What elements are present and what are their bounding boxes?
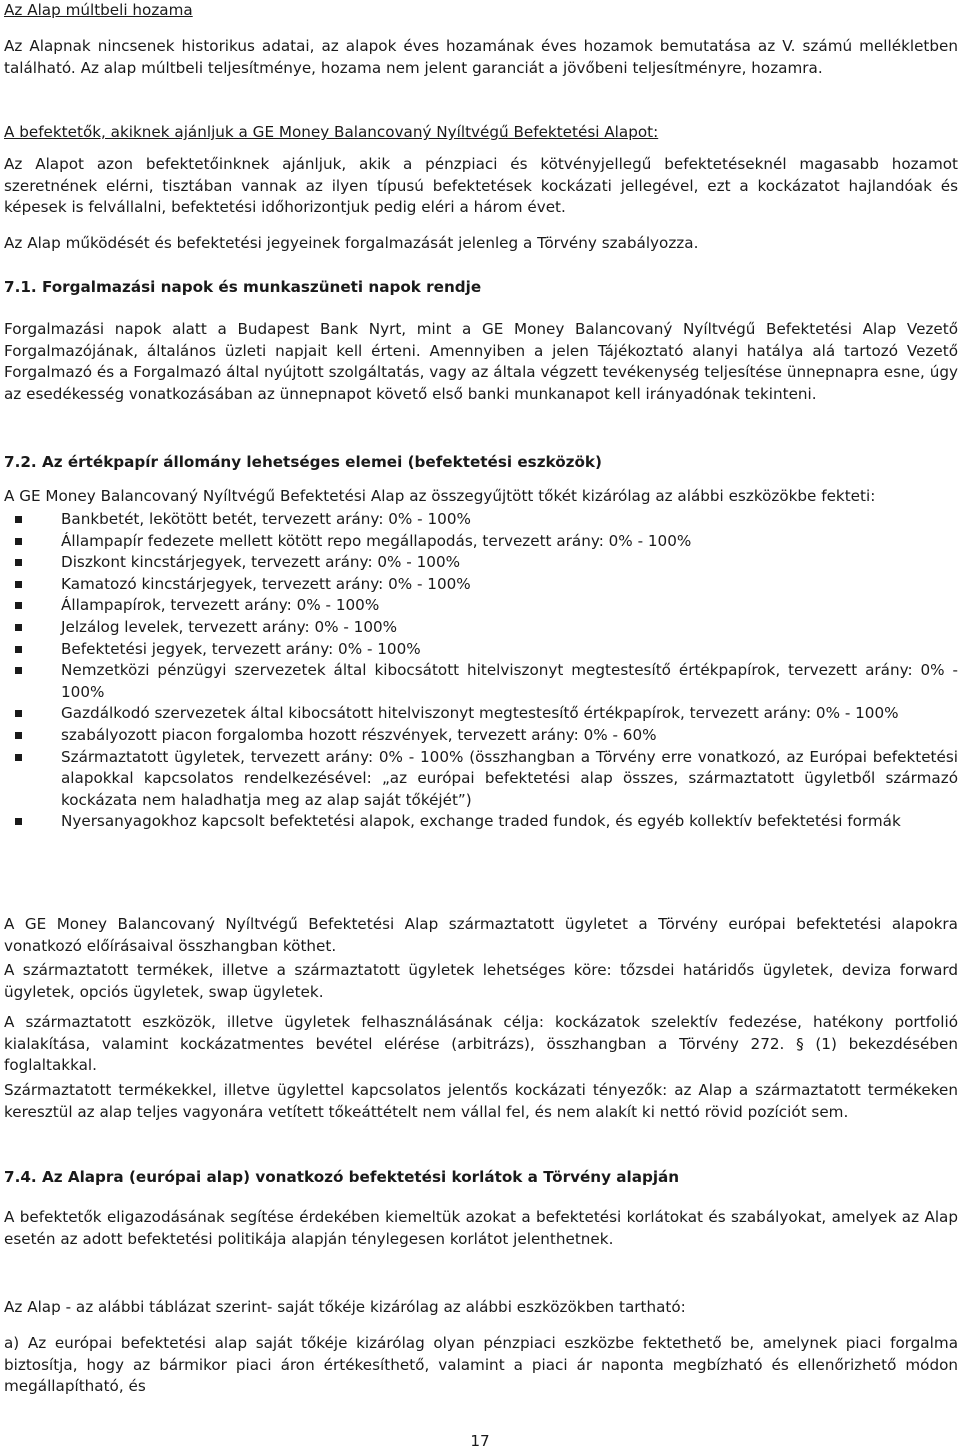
bullet-square-icon: [15, 818, 22, 825]
bullet-square-icon: [15, 538, 22, 545]
section-7-1-paragraph: Forgalmazási napok alatt a Budapest Bank Nyrt, mint a GE Money Balancovaný Nyíltvégű Befektetési Alap Vezető Forgalmazójának, általános üzleti napjait kell érteni. Amennyiben a jelen Tájékoztató alanyi hatálya alá tartozó Vezető Forgalmazó és a Forgalmazó által nyújtott szolgáltatás, vagy az általa végzett tevékenység teljesítése ünnepnapra esne, úgy az esedékesség vonatkozásában az ünnepnapot követő első banki munkanapot kell irányadónak tekinteni.: [4, 320, 958, 403]
investors-paragraph: Az Alapot azon befektetőinknek ajánljuk, akik a pénzpiaci és kötvényjellegű befektetéseknél magasabb hozamot szeretnének elérni, tisztában vannak az ilyen típusú befektetések kockázati jellegével, ezt a kockázatot hajlandóak és képesek is felvállalni, befektetési időhorizontjuk pedig eléri a három évet.: [4, 155, 958, 217]
bullet-square-icon: [15, 646, 22, 653]
derivatives-paragraph-2: A származtatott termékek, illetve a származtatott ügyletek lehetséges köre: tőzsdei határidős ügyletek, deviza forward ügyletek, opciós ügyletek, swap ügyletek.: [4, 961, 958, 1001]
section-7-1-heading: 7.1. Forgalmazási napok és munkaszüneti napok rendje: [4, 278, 482, 296]
list-item: Diszkont kincstárjegyek, tervezett arány: 0% - 100%: [4, 552, 958, 574]
section-7-4-paragraph: A befektetők eligazodásának segítése érdekében kiemeltük azokat a befektetési korlátokat és szabályokat, amelyek az Alap esetén az adott befektetési politikája alapján ténylegesen korlátot jelenthetnek.: [4, 1208, 958, 1248]
section-7-4-heading: 7.4. Az Alapra (európai alap) vonatkozó befektetési korlátok a Törvény alapján: [4, 1168, 680, 1186]
list-item: Befektetési jegyek, tervezett arány: 0% - 100%: [4, 639, 958, 661]
list-item: Származtatott ügyletek, tervezett arány: 0% - 100% (összhangban a Törvény erre vonatkozó, az Európai befektetési alapokkal kapcsolatos rendelkezésével: „az európai befektetési alap összes, származtatott ügyletből származó kockázata nem haladhatja meg az alap saját tőkéjét”): [4, 747, 958, 812]
bullet-square-icon: [15, 624, 22, 631]
bullet-square-icon: [15, 581, 22, 588]
past-yield-paragraph: Az Alapnak nincsenek historikus adatai, az alapok éves hozamának éves hozamok bemutatása az V. számú mellékletben található. Az alap múltbeli teljesítménye, hozama nem jelent garanciát a jövőbeni teljesítményre, hozamra.: [4, 37, 958, 77]
bullet-square-icon: [15, 667, 22, 674]
section-7-4-item-a: a) Az európai befektetési alap saját tőkéje kizárólag olyan pénzpiaci eszközbe fektethető be, amelynek piaci forgalma biztosítja, hogy az bármikor piaci áron értékesíthető, valamint a piaci ár naponta megbízható és ellenőrizhető módon megállapítható, és: [4, 1334, 958, 1396]
section-7-4-table-intro: Az Alap - az alábbi táblázat szerint- saját tőkéje kizárólag az alábbi eszközökben tartható:: [4, 1298, 686, 1316]
list-item: Kamatozó kincstárjegyek, tervezett arány: 0% - 100%: [4, 574, 958, 596]
list-item: Jelzálog levelek, tervezett arány: 0% - 100%: [4, 617, 958, 639]
bullet-square-icon: [15, 602, 22, 609]
bullet-square-icon: [15, 754, 22, 761]
investors-heading: A befektetők, akiknek ajánljuk a GE Money Balancovaný Nyíltvégű Befektetési Alapot:: [4, 123, 659, 141]
asset-list: [4, 509, 958, 833]
regulation-paragraph: Az Alap működését és befektetési jegyeinek forgalmazását jelenleg a Törvény szabályozza.: [4, 234, 699, 252]
derivatives-paragraph-4: Származtatott termékekkel, illetve ügylettel kapcsolatos jelentős kockázati tényezők: az Alap a származtatott termékeken keresztül az alap teljes vagyonára vetített tőkeáttételt nem vállal fel, és nem alakít ki nettó rövid pozíciót sem.: [4, 1081, 958, 1121]
list-item: Nemzetközi pénzügyi szervezetek által kibocsátott hitelviszonyt megtestesítő értékpapírok, tervezett arány: 0% - 100%: [4, 660, 958, 703]
list-item: Állampapírok, tervezett arány: 0% - 100%: [4, 595, 958, 617]
bullet-square-icon: [15, 710, 22, 717]
list-item: szabályozott piacon forgalomba hozott részvények, tervezett arány: 0% - 60%: [4, 725, 958, 747]
list-item: Gazdálkodó szervezetek által kibocsátott hitelviszonyt megtestesítő értékpapírok, tervezett arány: 0% - 100%: [4, 703, 958, 725]
bullet-square-icon: [15, 559, 22, 566]
bullet-square-icon: [15, 732, 22, 739]
bullet-square-icon: [15, 516, 22, 523]
section-7-2-heading: 7.2. Az értékpapír állomány lehetséges elemei (befektetési eszközök): [4, 453, 602, 471]
list-item: Nyersanyagokhoz kapcsolt befektetési alapok, exchange traded fundok, és egyéb kollektív befektetési formák: [4, 811, 958, 833]
page-number: 17: [470, 1432, 490, 1450]
past-yield-heading: Az Alap múltbeli hozama: [4, 1, 193, 19]
section-7-2-intro: A GE Money Balancovaný Nyíltvégű Befektetési Alap az összegyűjtött tőkét kizárólag az alábbi eszközökbe fekteti:: [4, 487, 876, 505]
list-item: Állampapír fedezete mellett kötött repo megállapodás, tervezett arány: 0% - 100%: [4, 531, 958, 553]
list-item: Bankbetét, lekötött betét, tervezett arány: 0% - 100%: [4, 509, 958, 531]
derivatives-paragraph-1: A GE Money Balancovaný Nyíltvégű Befektetési Alap származtatott ügyletet a Törvény európai befektetési alapokra vonatkozó előírásaival összhangban köthet.: [4, 915, 958, 955]
derivatives-paragraph-3: A származtatott eszközök, illetve ügyletek felhasználásának célja: kockázatok szelektív fedezése, hatékony portfolió kialakítása, valamint kockázatmentes bevétel elérése (arbitrázs), összhangban a Törvény 272. § (1) bekezdésében foglaltakkal.: [4, 1013, 958, 1075]
